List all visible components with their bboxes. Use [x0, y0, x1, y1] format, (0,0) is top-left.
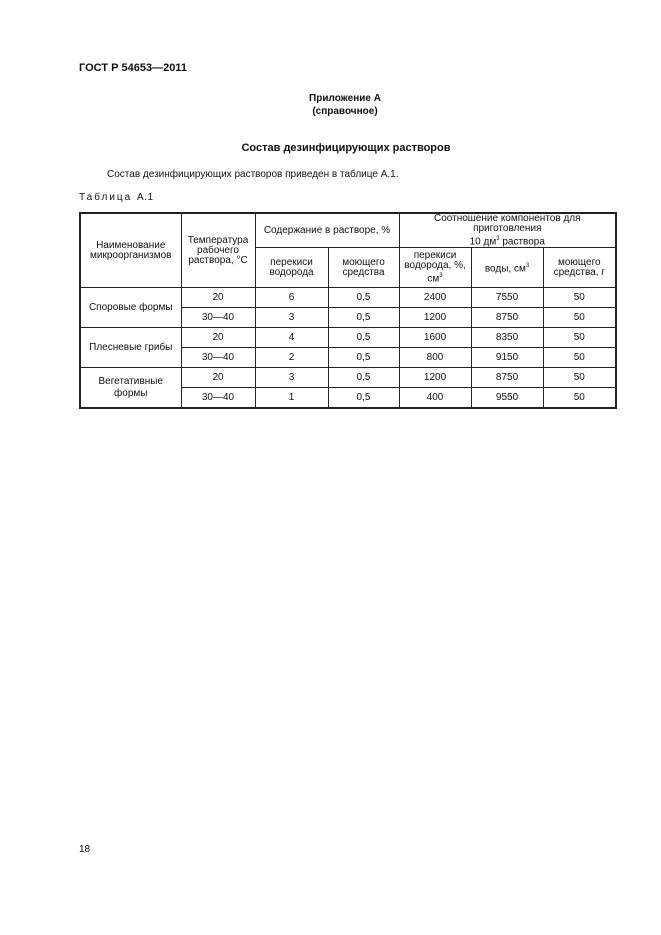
cell-detergent-g: 50 [543, 348, 616, 368]
appendix-title: Приложение А [309, 93, 381, 104]
cell-temp: 20 [181, 328, 255, 348]
header-peroxide-cm3: перекиси водорода, %, $см^3$ [399, 248, 471, 288]
header-temperature: Температура рабочего раствора, °С [181, 213, 255, 288]
header-peroxide: перекиси водорода [255, 248, 328, 288]
cell-temp: 20 [181, 288, 255, 308]
cell-water: 9550 [471, 388, 543, 409]
appendix-heading [0, 92, 661, 118]
cell-detergent: 0,5 [328, 348, 399, 368]
header-organism: Наименование микроорганизмов [80, 213, 181, 288]
header-content-group: Содержание в растворе, % [255, 213, 399, 248]
cell-detergent-g: 50 [543, 328, 616, 348]
cell-peroxide-cm3: 2400 [399, 288, 471, 308]
header-ratio-line1: Соотношение компонентов для приготовления [434, 213, 581, 234]
cell-water: 8750 [471, 368, 543, 388]
cell-detergent-g: 50 [543, 308, 616, 328]
appendix-subtitle: (справочное) [312, 106, 378, 117]
header-detergent-g: моющего средства, г [543, 248, 616, 288]
cell-peroxide-cm3: 800 [399, 348, 471, 368]
cell-peroxide: 2 [255, 348, 328, 368]
table-caption-word: Таблица [79, 192, 133, 203]
cell-water: 8350 [471, 328, 543, 348]
table-header-row [80, 213, 616, 248]
cell-peroxide-cm3: 1200 [399, 308, 471, 328]
section-title: Состав дезинфицирующих растворов [241, 142, 451, 154]
table-caption-number: А.1 [137, 192, 154, 203]
page-number: 18 [79, 844, 91, 855]
header-water: воды, $см^3$ [471, 248, 543, 288]
cell-peroxide: 4 [255, 328, 328, 348]
cell-water: 8750 [471, 308, 543, 328]
cell-peroxide: 3 [255, 368, 328, 388]
cell-peroxide-cm3: 1600 [399, 328, 471, 348]
intro-paragraph: Состав дезинфицирующих растворов приведен в таблице А.1. [107, 169, 399, 180]
cell-peroxide: 3 [255, 308, 328, 328]
cell-water: 7550 [471, 288, 543, 308]
cell-peroxide: 1 [255, 388, 328, 409]
cell-peroxide: 6 [255, 288, 328, 308]
cell-detergent: 0,5 [328, 328, 399, 348]
header-ratio-line2: 10 $дм^3$ раствора [469, 236, 545, 248]
composition-table [79, 212, 617, 409]
table-caption [79, 192, 154, 203]
cell-water: 9150 [471, 348, 543, 368]
cell-detergent-g: 50 [543, 368, 616, 388]
organism-name: Вегетативные формы [80, 368, 181, 409]
cell-detergent-g: 50 [543, 388, 616, 409]
header-detergent: моющего средства [328, 248, 399, 288]
cell-temp: 30—40 [181, 388, 255, 409]
cell-temp: 30—40 [181, 308, 255, 328]
table-row [80, 368, 616, 388]
cell-detergent-g: 50 [543, 288, 616, 308]
cell-detergent: 0,5 [328, 308, 399, 328]
organism-name: Плесневые грибы [80, 328, 181, 368]
cell-peroxide-cm3: 1200 [399, 368, 471, 388]
cell-detergent: 0,5 [328, 388, 399, 409]
cell-detergent: 0,5 [328, 288, 399, 308]
organism-name: Споровые формы [80, 288, 181, 328]
cell-temp: 20 [181, 368, 255, 388]
cell-peroxide-cm3: 400 [399, 388, 471, 409]
header-ratio-group [399, 213, 616, 248]
cell-temp: 30—40 [181, 348, 255, 368]
cell-detergent: 0,5 [328, 368, 399, 388]
table-row [80, 288, 616, 308]
table-row [80, 328, 616, 348]
document-code: ГОСТ Р 54653—2011 [79, 62, 187, 74]
